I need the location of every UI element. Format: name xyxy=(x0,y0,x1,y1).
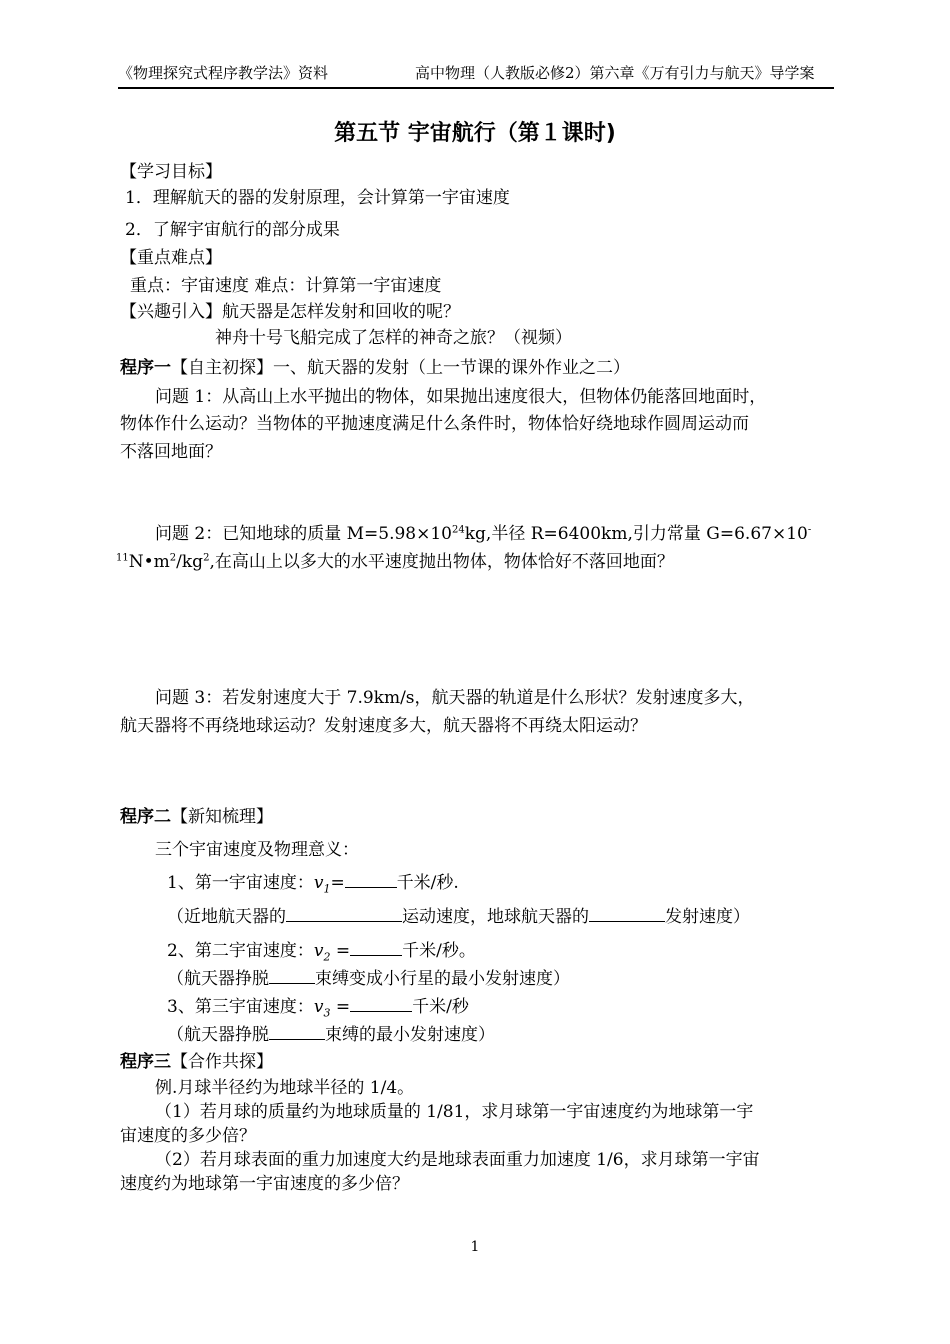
intro-text-2: 神舟十号飞船完成了怎样的神奇之旅？（视频） xyxy=(215,328,572,348)
v1-note-c: 发射速度） xyxy=(665,907,750,927)
header-rule xyxy=(118,87,834,89)
keypoints-heading: 【重点难点】 xyxy=(120,248,222,268)
v2-note-a: （航天器挣脱 xyxy=(167,969,269,989)
question2-exp-m2: 2 xyxy=(169,552,177,564)
example-part2-line-2: 速度约为地球第一宇宙速度的多少倍？ xyxy=(120,1174,409,1194)
v3-line: 3、第三宇宙速度：$v_3$ = 千米/秒 xyxy=(167,994,469,1025)
velocities-intro: 三个宇宙速度及物理意义： xyxy=(155,840,359,860)
page-title: 第五节 宇宙航行（第１课时) xyxy=(334,121,616,146)
question1-line-2: 物体作什么运动？当物体的平抛速度满足什么条件时，物体恰好绕地球作圆周运动而 xyxy=(120,414,749,434)
v1-note-blank-1[interactable] xyxy=(286,904,402,922)
v1-line: 1、第一宇宙速度：$v_1=$ 千米/秒. xyxy=(167,870,459,901)
question1-line-1: 问题 1：从高山上水平抛出的物体，如果抛出速度很大，但物体仍能落回地面时， xyxy=(155,387,767,407)
example-line: 例.月球半径约为地球半径的 1/4。 xyxy=(155,1078,415,1098)
example-part1-line-2: 宙速度的多少倍？ xyxy=(120,1126,256,1146)
header-left: 《物理探究式程序教学法》资料 xyxy=(118,64,329,82)
question2-exp-kg2: 2 xyxy=(203,552,210,564)
v1-label: 1、第一宇宙速度： xyxy=(167,873,314,893)
question2-text-d: /kg xyxy=(176,552,204,572)
v1-unit: 千米/秒. xyxy=(396,873,459,893)
question2-text-e: ,在高山上以多大的水平速度抛出物体，物体恰好不落回地面？ xyxy=(209,552,674,572)
v2-note xyxy=(167,966,570,991)
v3-label: 3、第三宇宙速度： xyxy=(167,997,314,1017)
v1-note-b: 运动速度，地球航天器的 xyxy=(402,907,589,927)
v2-note-b: 束缚变成小行星的最小发射速度） xyxy=(315,969,570,989)
objectives-heading: 【学习目标】 xyxy=(120,162,222,182)
question2-exp-minus: - xyxy=(807,524,812,536)
question2-line-1 xyxy=(155,522,811,546)
procedure2-heading xyxy=(120,805,273,829)
example-part2-line-1: （2）若月球表面的重力加速度大约是地球表面重力加速度 1/6，求月球第一宇宙 xyxy=(155,1150,760,1170)
procedure3-heading-rest: 【合作共探】 xyxy=(171,1052,273,1072)
v2-unit: 千米/秒。 xyxy=(402,941,476,961)
procedure1-heading xyxy=(120,356,630,380)
v1-note-blank-2[interactable] xyxy=(589,904,665,922)
v2-note-blank[interactable] xyxy=(269,966,315,984)
intro-line xyxy=(120,300,460,324)
header-right: 高中物理（人教版必修2）第六章《万有引力与航天》导学案 xyxy=(415,64,815,82)
v1-blank[interactable] xyxy=(345,870,397,888)
v3-note-blank[interactable] xyxy=(269,1022,325,1040)
question2-text-a: 问题 2：已知地球的质量 M=5.98×10 xyxy=(155,524,453,544)
v3-subscript: 3 xyxy=(323,1006,331,1020)
v3-unit: 千米/秒 xyxy=(412,997,469,1017)
procedure2-heading-bold: 程序二 xyxy=(120,807,171,827)
question1-line-3: 不落回地面？ xyxy=(120,442,222,462)
v2-subscript: 2 xyxy=(323,950,331,964)
v1-subscript: 1 xyxy=(323,882,331,896)
question3-line-2: 航天器将不再绕地球运动？发射速度多大，航天器将不再绕太阳运动？ xyxy=(120,716,647,736)
intro-text: 航天器是怎样发射和回收的呢？ xyxy=(222,302,460,322)
v1-symbol: v xyxy=(313,873,324,893)
question2-line-2 xyxy=(116,550,674,574)
v2-blank[interactable] xyxy=(350,938,402,956)
question3-line-1: 问题 3：若发射速度大于 7.9km/s，航天器的轨道是什么形状？发射速度多大， xyxy=(155,688,755,708)
objective-item-1: 1．理解航天的器的发射原理，会计算第一宇宙速度 xyxy=(125,188,510,208)
v3-blank[interactable] xyxy=(350,994,412,1012)
question2-exp-g: 11 xyxy=(116,552,129,564)
question2-exp-mass: 24 xyxy=(452,524,465,536)
procedure1-heading-bold: 程序一 xyxy=(120,358,171,378)
v2-symbol: v xyxy=(313,941,324,961)
intro-label: 【兴趣引入】 xyxy=(120,302,222,322)
v3-note-b: 束缚的最小发射速度） xyxy=(325,1025,495,1045)
procedure2-heading-rest: 【新知梳理】 xyxy=(171,807,273,827)
page-number: 1 xyxy=(470,1239,480,1255)
v3-symbol: v xyxy=(313,997,324,1017)
procedure3-heading-bold: 程序三 xyxy=(120,1052,171,1072)
procedure3-heading xyxy=(120,1050,273,1074)
example-part1-line-1: （1）若月球的质量约为地球质量的 1/81，求月球第一宇宙速度约为地球第一宇 xyxy=(155,1102,754,1122)
procedure1-heading-rest: 【自主初探】一、航天器的发射（上一节课的课外作业之二） xyxy=(171,358,630,378)
v3-note xyxy=(167,1022,495,1047)
objective-item-2: 2．了解宇宙航行的部分成果 xyxy=(125,220,340,240)
keypoints-line: 重点：宇宙速度 难点：计算第一宇宙速度 xyxy=(130,276,442,296)
v2-line: 2、第二宇宙速度：$v_2$ = 千米/秒。 xyxy=(167,938,476,969)
question2-text-c: N•m xyxy=(128,552,170,572)
question2-text-b: kg,半径 R=6400km,引力常量 G=6.67×10 xyxy=(464,524,808,544)
v1-note-a: （近地航天器的 xyxy=(167,907,286,927)
v3-note-a: （航天器挣脱 xyxy=(167,1025,269,1045)
v2-label: 2、第二宇宙速度： xyxy=(167,941,314,961)
v1-note xyxy=(167,904,750,929)
